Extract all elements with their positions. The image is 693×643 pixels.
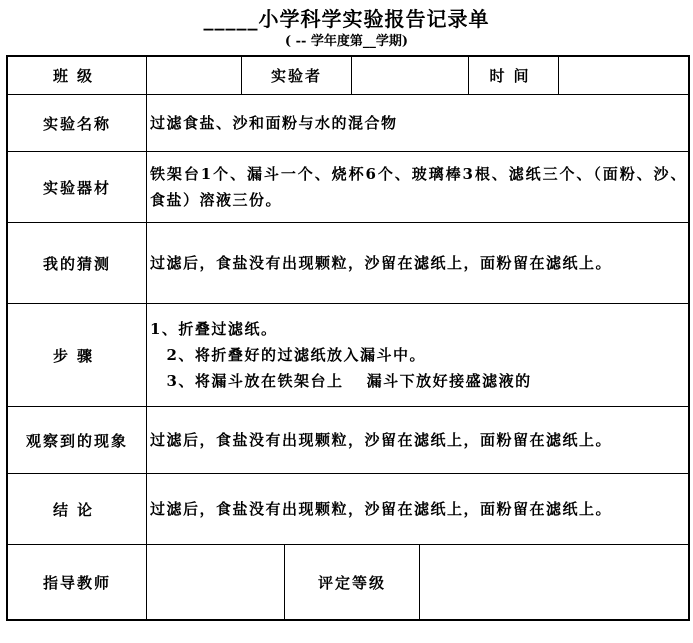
conclusion-row xyxy=(8,474,688,545)
step-line-1: 1、折叠过滤纸。 xyxy=(150,320,278,338)
observation-row xyxy=(8,407,688,474)
equipment-label: 实验器材 xyxy=(8,152,147,222)
class-value-cell[interactable] xyxy=(147,57,242,94)
grade-value-cell[interactable] xyxy=(420,545,688,619)
report-table xyxy=(6,55,690,621)
header-row xyxy=(8,57,688,95)
observation-label: 观察到的现象 xyxy=(8,407,147,473)
guess-cell xyxy=(147,223,688,303)
equipment-cell xyxy=(147,152,688,222)
step-line-3: 3、将漏斗放在铁架台上 漏斗下放好接盛滤液的 xyxy=(150,372,532,390)
steps-row xyxy=(8,304,688,407)
teacher-label: 指导教师 xyxy=(8,545,147,619)
experiment-name-cell xyxy=(147,95,688,151)
guess-text: 过滤后，食盐没有出现颗粒，沙留在滤纸上，面粉留在滤纸上。 xyxy=(150,254,613,272)
experiment-name-row xyxy=(8,95,688,152)
class-label: 班级 xyxy=(8,57,147,94)
teacher-value-cell[interactable] xyxy=(147,545,285,619)
equipment-row xyxy=(8,152,688,223)
experimenter-value-cell[interactable] xyxy=(352,57,469,94)
conclusion-cell xyxy=(147,474,688,544)
observation-cell xyxy=(147,407,688,473)
guess-row xyxy=(8,223,688,304)
grade-label: 评定等级 xyxy=(285,545,420,619)
experiment-name-text: 过滤食盐、沙和面粉与水的混合物 xyxy=(150,114,398,132)
observation-text: 过滤后，食盐没有出现颗粒，沙留在滤纸上，面粉留在滤纸上。 xyxy=(150,431,613,449)
guess-label: 我的猜测 xyxy=(8,223,147,303)
steps-label: 步骤 xyxy=(8,304,147,406)
experimenter-label: 实验者 xyxy=(242,57,352,94)
conclusion-text: 过滤后，食盐没有出现颗粒，沙留在滤纸上，面粉留在滤纸上。 xyxy=(150,500,613,518)
footer-row xyxy=(8,545,688,619)
steps-text xyxy=(150,316,687,394)
steps-cell xyxy=(147,304,688,406)
page-subtitle: ( -- 学年度第__学期) xyxy=(284,34,409,49)
equipment-text: 铁架台1个、漏斗一个、烧杯6个、玻璃棒3根、滤纸三个、（面粉、沙、食盐）溶液三份。 xyxy=(150,165,687,209)
time-value-cell[interactable] xyxy=(559,57,688,94)
page-title: _____小学科学实验报告记录单 xyxy=(203,7,490,31)
conclusion-label: 结论 xyxy=(8,474,147,544)
step-line-2: 2、将折叠好的过滤纸放入漏斗中。 xyxy=(150,346,426,364)
experiment-name-label: 实验名称 xyxy=(8,95,147,151)
time-label: 时间 xyxy=(469,57,559,94)
